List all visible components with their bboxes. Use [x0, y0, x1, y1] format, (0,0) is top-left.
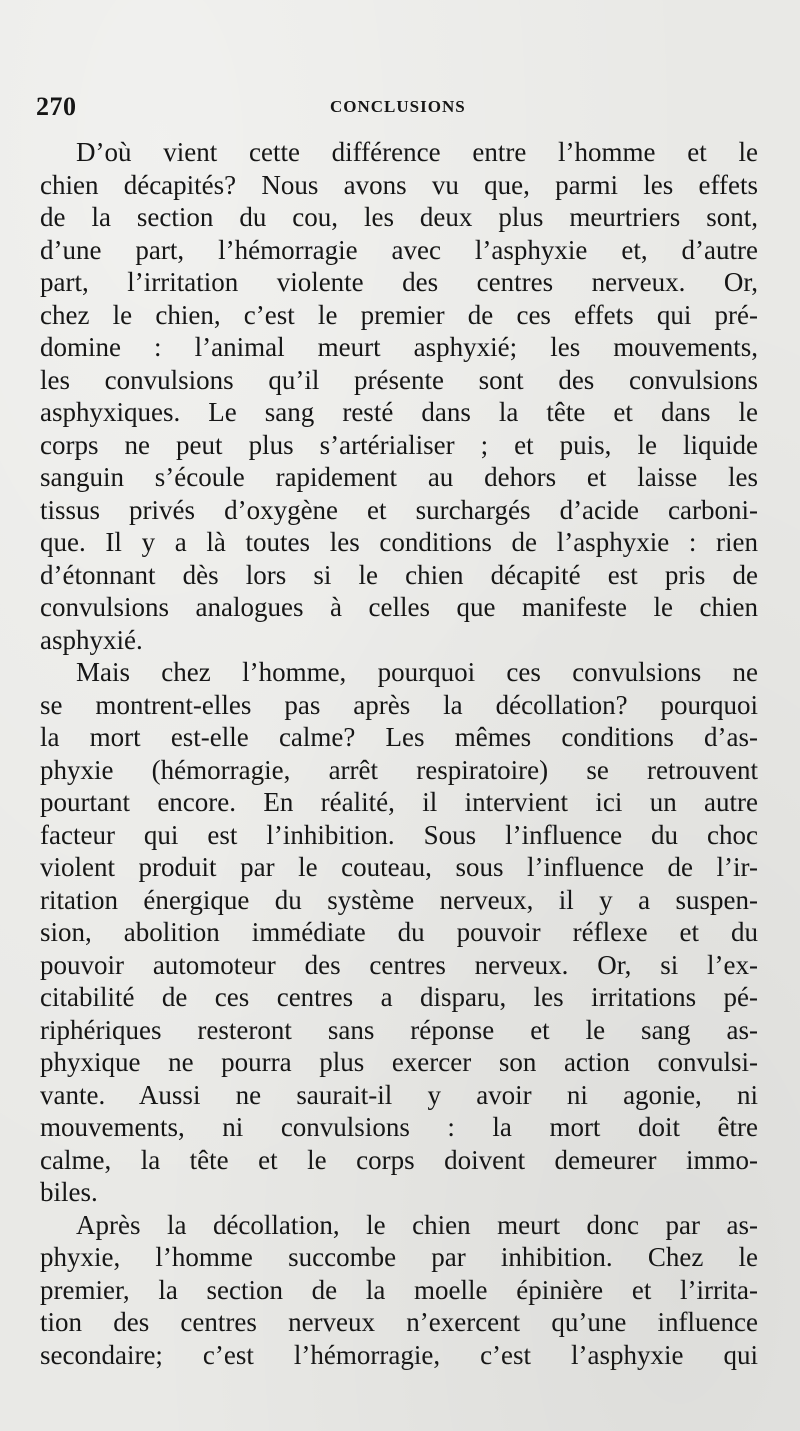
- text-line: premier, la section de la moelle épinière et l’irrita-: [40, 1274, 758, 1305]
- text-line: tion des centres nerveux n’exercent qu’une influence: [40, 1307, 758, 1337]
- text-line: secondaire; c’est l’hémorragie, c’est l’asphyxie qui: [40, 1339, 758, 1370]
- text-line: d’étonnant dès lors si le chien décapité est pris de: [40, 559, 758, 590]
- text-line: facteur qui est l’inhibition. Sous l’influence du choc: [40, 819, 758, 850]
- text-line: les convulsions qu’il présente sont des convulsions: [40, 364, 758, 395]
- text-line: corps ne peut plus s’artérialiser ; et puis, le liquide: [40, 429, 758, 460]
- text-line: phyxie (hémorragie, arrêt respiratoire) se retrouvent: [40, 754, 758, 785]
- text-line: riphériques resteront sans réponse et le sang as-: [40, 1014, 758, 1045]
- text-line: ritation énergique du système nerveux, il y a suspen-: [40, 884, 758, 915]
- running-title: CONCLUSIONS: [330, 97, 466, 116]
- text-line: citabilité de ces centres a disparu, les irritations pé-: [40, 982, 758, 1012]
- text-line: part, l’irritation violente des centres nerveux. Or,: [40, 267, 758, 297]
- body-text: [40, 136, 758, 1371]
- text-line: tissus privés d’oxygène et surchargés d’acide carboni-: [40, 494, 758, 525]
- text-line: biles.: [40, 1177, 98, 1207]
- text-line: vante. Aussi ne saurait-il y avoir ni agonie, ni: [40, 1079, 758, 1110]
- text-line: pouvoir automoteur des centres nerveux. Or, si l’ex-: [40, 949, 758, 980]
- text-line: mouvements, ni convulsions : la mort doit être: [40, 1112, 758, 1142]
- text-line: D’où vient cette différence entre l’homme et le: [76, 137, 758, 167]
- text-line: Mais chez l’homme, pourquoi ces convulsions ne: [76, 657, 758, 687]
- text-line: calme, la tête et le corps doivent demeurer immo-: [40, 1144, 758, 1175]
- text-line: sion, abolition immédiate du pouvoir réflexe et du: [40, 917, 758, 947]
- text-line: convulsions analogues à celles que manifeste le chien: [40, 592, 758, 622]
- text-line: que. Il y a là toutes les conditions de l’asphyxie : rien: [40, 527, 758, 557]
- text-line: chez le chien, c’est le premier de ces effets qui pré-: [40, 299, 758, 330]
- text-line: d’une part, l’hémorragie avec l’asphyxie et, d’autre: [40, 234, 758, 265]
- text-line: phyxie, l’homme succombe par inhibition. Chez le: [40, 1242, 758, 1272]
- text-line: asphyxié.: [40, 624, 143, 655]
- text-line: sanguin s’écoule rapidement au dehors et laisse les: [40, 462, 758, 492]
- text-line: chien décapités? Nous avons vu que, parmi les effets: [40, 169, 758, 200]
- text-line: se montrent-elles pas après la décollation? pourquoi: [40, 689, 758, 720]
- text-line: la mort est-elle calme? Les mêmes conditions d’as-: [40, 722, 758, 752]
- page-header: [36, 92, 766, 122]
- text-line: violent produit par le couteau, sous l’influence de l’ir-: [40, 852, 758, 882]
- text-line: domine : l’animal meurt asphyxié; les mouvements,: [40, 332, 758, 362]
- text-line: phyxique ne pourra plus exercer son action convulsi-: [40, 1047, 758, 1077]
- text-line: Après la décollation, le chien meurt donc par as-: [76, 1209, 758, 1240]
- page-number: 270: [36, 92, 77, 121]
- text-line: pourtant encore. En réalité, il intervient ici un autre: [40, 787, 758, 817]
- text-line: de la section du cou, les deux plus meurtriers sont,: [40, 202, 758, 232]
- text-line: asphyxiques. Le sang resté dans la tête et dans le: [40, 397, 758, 427]
